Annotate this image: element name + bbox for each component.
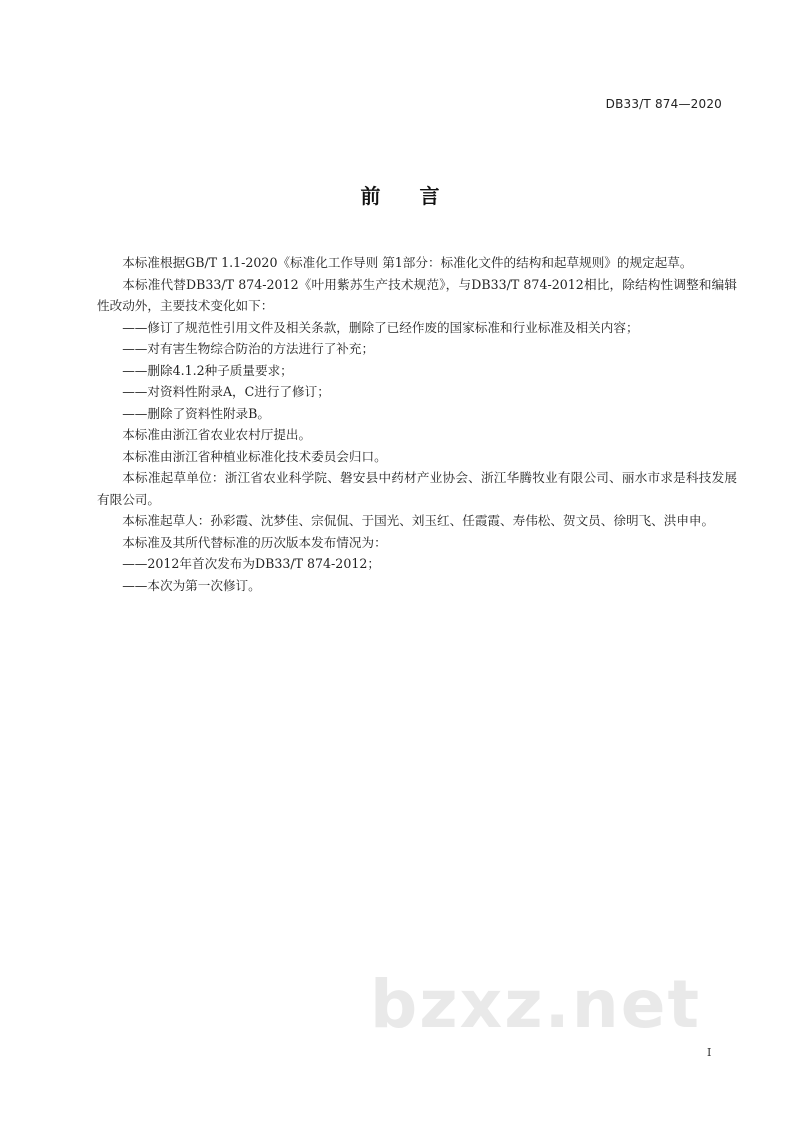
paragraph: 本标准起草单位：浙江省农业科学院、磐安县中药材产业协会、浙江华腾牧业有限公司、丽水市求是科技发展有限公司。 — [97, 470, 737, 507]
paragraph: 本标准根据GB/T 1.1-2020《标准化工作导则 第1部分：标准化文件的结构和起草规则》的规定起草。 — [122, 255, 693, 270]
list-item: ——2012年首次发布为DB33/T 874-2012； — [122, 556, 380, 571]
document-code: DB33/T 874—2020 — [605, 97, 722, 111]
list-item: ——删除4.1.2种子质量要求； — [122, 362, 293, 378]
list-item: ——对有害生物综合防治的方法进行了补充； — [122, 341, 375, 356]
paragraph: 本标准由浙江省种植业标准化技术委员会归口。 — [122, 448, 387, 464]
list-item: ——删除了资料性附录B。 — [122, 405, 270, 421]
paragraph: 本标准代替DB33/T 874-2012《叶用紫苏生产技术规范》，与DB33/T 874-2012相比，除结构性调整和编辑性改动外，主要技术变化如下： — [97, 276, 737, 313]
foreword-body — [97, 252, 737, 596]
page-title: 前 言 — [360, 184, 456, 208]
paragraph: 本标准由浙江省农业农村厅提出。 — [122, 427, 312, 442]
list-item: ——修订了规范性引用文件及相关条款，删除了已经作废的国家标准和行业标准及相关内容； — [122, 319, 639, 335]
list-item: ——对资料性附录A，C进行了修订； — [122, 384, 330, 399]
paragraph: 本标准及其所代替标准的历次版本发布情况为： — [122, 534, 387, 550]
page-number: I — [707, 1046, 712, 1059]
watermark: bzxz.net — [370, 966, 702, 1043]
list-item: ——本次为第一次修订。 — [122, 577, 261, 593]
paragraph: 本标准起草人：孙彩霞、沈梦佳、宗侃侃、于国光、刘玉红、任霞霞、寿伟松、贺文员、徐明飞、洪申申。 — [122, 513, 715, 528]
